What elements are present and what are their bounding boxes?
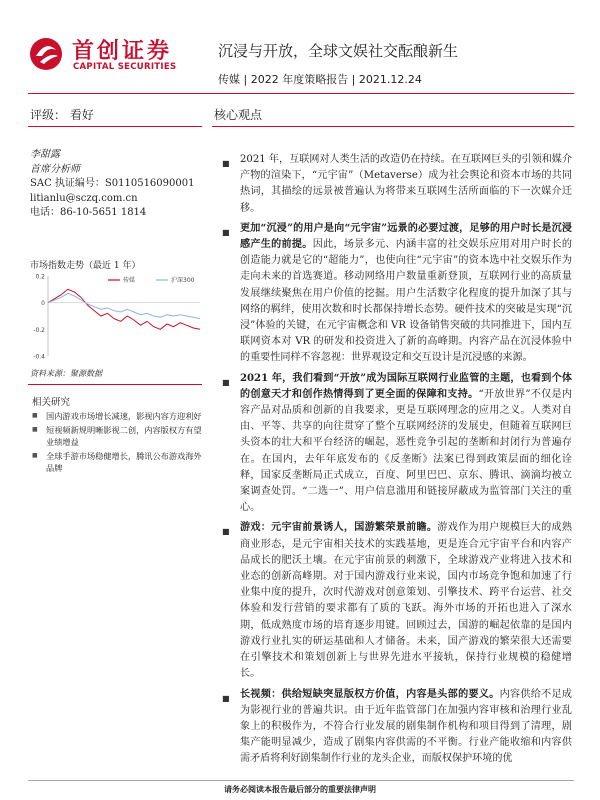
paragraph-text: 因此，场景多元、内涵丰富的社交娱乐应用对用户时长的创造能力就是它的“超能力”，也使向往“元宇宙”的资本选中社交娱乐作为走向未来的首选赛道。移动网络用户数量重新登顶，互联网行业的高质量发展继续聚焦在用户价值的挖掘。用户生活数字化程度的提升加深了其与网络的羁绊，使用次数和时长都保持增长态势。硬件技术的突破是实现“沉浸”体验的关键，在元宇宙概念和 VR 设备销售突破的共同推进下，国内互联网资本对 VR 的研发和投资进入了新的高峰期。内容产品在沉浸体验中的重要性同样不容忽视：世界观设定和交互设计是沉浸感的来源。 [240, 239, 573, 364]
square-bullet-icon: ■ [222, 377, 230, 387]
paragraph-lead: 更加“沉浸”的用户是向“元宇宙”远景的必要过渡，足够的用户时长是沉浸感产生的前提。 [240, 222, 572, 251]
chart-source: 资料来源：聚源数据 [30, 369, 102, 378]
paragraph-text: “开放世界”不仅是内容产品对品质和创新的自我要求，更是互联网理念的应用之义。人类对自由、平等、共享的向往贯穿了整个互联网经济的发展史，但随着互联网巨头资本的壮大和平台经济的崛起，恶性竞争引起的垄断和封闭行为普遍存在。在国内，去年年底发布的《反垄断》法案已得到政策层面的细化诠释，国家反垄断局正式成立，百度、阿里巴巴、京东、腾讯、滴滴均被立案调查处罚。“二选一”、用户信息滥用和链接屏蔽成为监管部门关注的重心。 [240, 388, 573, 514]
y-tick-label: -0.2 [33, 326, 45, 334]
paragraph [220, 221, 572, 367]
paragraph-text: 内容供给不足成为影视行业的普遍共识。由于近年监管部门在加强内容审核和治理行业乱象上的积极作为，不符合行业发展的剧集制作机构和项目得到了清理，剧集产能明显减少，造成了剧集内容供需的不平衡。行业产能收缩和内容供需矛盾将利好剧集制作行业的龙头企业，而版权保护环境的优 [240, 688, 573, 765]
series-line-media [48, 289, 200, 329]
analyst-email[interactable]: litianlu@sczq.com.cn [30, 192, 138, 204]
related-research-item[interactable]: ■ 全球手游市场稳健增长，腾讯公布游戏海外品牌 [32, 450, 202, 475]
analyst-license: SAC 执证编号：S0110516090001 [30, 178, 195, 190]
paragraph [220, 520, 572, 682]
y-tick-label: -0.4 [33, 353, 45, 361]
logo-text-en: CAPITAL SECURITIES [73, 62, 177, 72]
chart-title: 市场指数走势（最近 1 年） [30, 261, 141, 271]
analyst-name: 李甜露 [30, 149, 60, 160]
paragraph-lead: 游戏：元宇宙前景诱人，国游繁荣景前瞻。 [240, 522, 438, 534]
related-research-item[interactable]: ■ 短视频新规明晰影视二创，内容版权方有望业绩增益 [32, 424, 202, 449]
related-research-item[interactable]: ■ 国内游戏市场增长减速，影视内容方迎利好 [32, 410, 202, 423]
paragraph [220, 687, 572, 768]
series-line-csi300 [48, 293, 200, 318]
square-bullet-icon: ■ [222, 227, 230, 237]
analyst-info [30, 148, 194, 221]
logo-mark-icon [28, 36, 64, 72]
footer-disclaimer: 请务必阅读本报告最后部分的重要法律声明 [224, 784, 376, 794]
right-divider [212, 126, 574, 127]
left-divider-2 [28, 384, 202, 385]
core-views [220, 152, 572, 772]
paragraph-lead: 2021 年，我们看到“开放”成为国际互联网行业监管的主题，也看到个体的创意天才和创作热情得到了更全面的保障和支持。 [240, 372, 572, 400]
section-title: 核心观点 [214, 108, 263, 122]
paragraph-text: 游戏作为用户规模巨大的成熟商业形态，是元宇宙相关技术的实践基地，更是连合元宇宙平台和内容产品成长的肥沃土壤。在元宇宙前景的刺激下，全球游戏产业将进入技术和业态的创新高峰期。对于国内游戏行业来说，国内市场竞争饱和加速了行业集中度的提升，次时代游戏对创意策划、引擎技术、跨平台运营、社交体验和发行营销的要求都有了质的飞跃。海外市场的开拓也进入了深水期，低成熟度市场的培育逐步用键。回顾过去，国游的崛起依靠的是国内游戏行业扎实的研运基础和人才储备。未来，国产游戏的繁荣很大还需要在引擎技术和策划创新上与世界先进水平接轨，保持行业规模的稳健增长。 [240, 522, 572, 680]
related-research-title: 相关研究 [32, 397, 71, 408]
y-tick-label: 0.2 [35, 273, 45, 281]
legend-label: 传媒 [123, 277, 136, 285]
left-divider [28, 126, 202, 127]
rating-label: 评级： 看好 [30, 108, 94, 122]
legend-label: 沪深300 [171, 277, 195, 285]
logo-text-cn: 首创证券 [72, 39, 173, 64]
report-subtitle: 传媒 | 2022 年度策略报告 | 2021.12.24 [218, 73, 422, 86]
square-bullet-icon: ■ [222, 693, 230, 703]
company-logo [28, 34, 208, 78]
header-divider [28, 93, 574, 94]
paragraph [220, 371, 572, 517]
related-research-list [32, 410, 202, 476]
market-index-chart [28, 270, 204, 364]
analyst-role: 首席分析师 [30, 163, 80, 175]
footer-divider [28, 780, 574, 781]
square-bullet-icon: ■ [222, 527, 230, 537]
paragraph-text: 2021 年，互联网对人类生活的改造仍在持续。在互联网巨头的引领和媒介产物的渲染下，“元宇宙”（Metaverse）成为社会舆论和资本市场的共同热词，其描绘的远景被普遍认为将带来互联网生活所面临的下一次媒介迁移。 [240, 154, 572, 214]
paragraph-lead: 长视频：供给短缺突显版权方价值，内容是头部的要义。 [240, 688, 500, 700]
paragraph [220, 152, 572, 217]
report-title: 沉浸与开放，全球文娱社交酝酿新生 [218, 42, 459, 60]
analyst-phone: 电话：86-10-5651 1814 [30, 207, 147, 219]
y-tick-label: 0 [41, 300, 45, 308]
square-bullet-icon: ■ [222, 159, 230, 168]
